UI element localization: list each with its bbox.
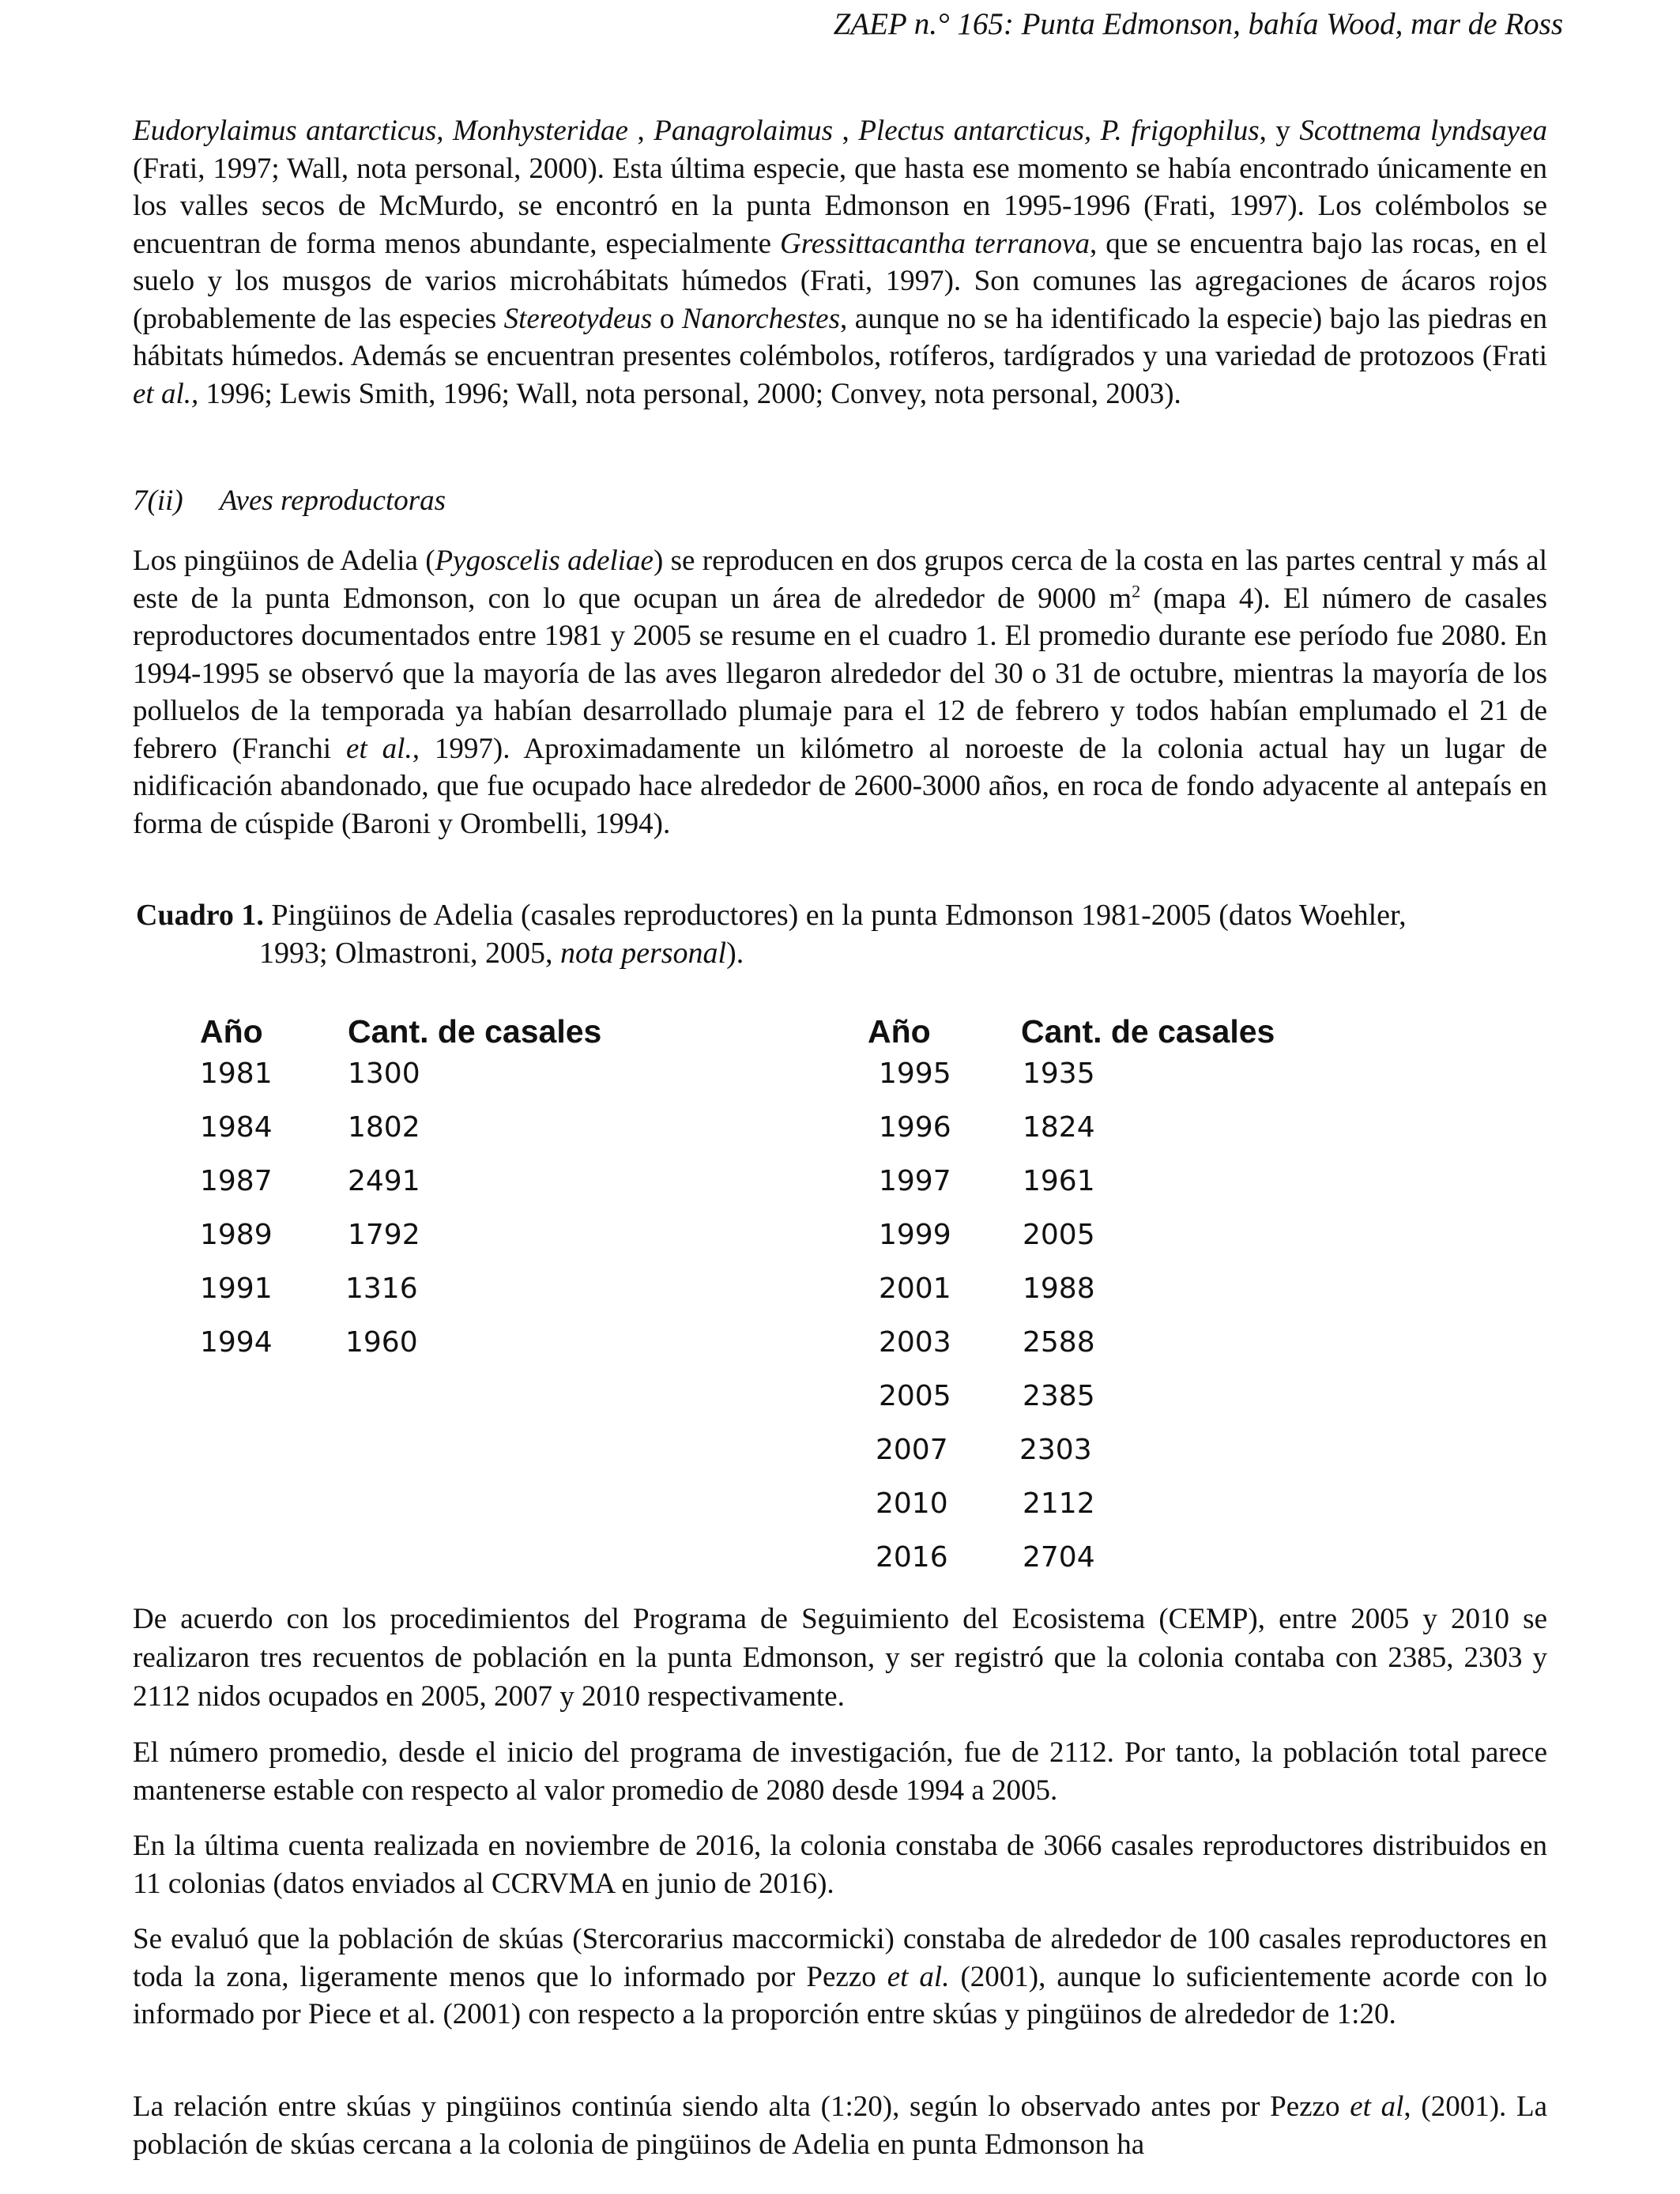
paragraph-cemp bbox=[133, 1600, 1547, 1716]
table-cell-pairs: 2303 bbox=[1019, 1434, 1092, 1466]
table-cell-pairs: 2385 bbox=[1023, 1380, 1095, 1412]
section-title: Aves reproductoras bbox=[220, 484, 446, 517]
paragraph-ratio bbox=[133, 2088, 1547, 2163]
text-run: , aunque no se ha identificado la especie) bajo las piedras en hábitats húmedos. Además se encuentran presentes colémbolos, rotíferos, tardígrados y una variedad de protozoos (Frati bbox=[133, 302, 1548, 372]
table-cell-year: 1994 bbox=[200, 1326, 273, 1359]
table-cell-pairs: 2704 bbox=[1023, 1541, 1095, 1574]
header-pairs-left: Cant. de casales bbox=[348, 1013, 602, 1050]
table-cell-year: 1981 bbox=[200, 1057, 273, 1090]
text-run: 1997). Aproximadamente un kilómetro al noroeste de la colonia actual hay un lugar de nidificación abandonado, que fue ocupado hace alrededor de 2600-3000 años, en roca de fondo adyacente al antepaís en forma de cúspide (Baroni y Orombelli, 1994). bbox=[133, 732, 1548, 840]
text-run: , (2001). La población de skúas cercana a la colonia de pingüinos de Adelia en punta Edmonson ha bbox=[133, 2090, 1548, 2161]
paragraph-text: El número promedio, desde el inicio del programa de investigación, fue de 2112. Por tanto, la población total parece mantenerse estable con respecto al valor promedio de 2080 desde 1994 a 2005. bbox=[133, 1736, 1547, 1807]
paragraph-nematodes bbox=[133, 112, 1547, 413]
species-name: Plectus antarcticus, P. frigophilus bbox=[858, 115, 1260, 147]
table-cell-year: 2001 bbox=[879, 1272, 951, 1305]
species-name: Panagrolaimus bbox=[654, 115, 834, 147]
text-run: 1996; Lewis Smith, 1996; Wall, nota personal, 2000; Convey, nota personal, 2003). bbox=[198, 377, 1181, 410]
text-run: ). bbox=[726, 937, 744, 970]
text-run: Se evaluó que la población de skúas (Stercorarius maccormicki) constaba de alrededor de 100 casales reproductores en toda la zona, ligeramente menos que lo informado por Pezzo bbox=[133, 1923, 1547, 1993]
species-name: Scottnema lyndsayea bbox=[1299, 115, 1547, 147]
paragraph-text: En la última cuenta realizada en noviembre de 2016, la colonia constaba de 3066 casales reproductores distribuidos en 11 colonias (datos enviados al CCRVMA en junio de 2016). bbox=[133, 1830, 1547, 1900]
table-cell-pairs: 1960 bbox=[345, 1326, 418, 1359]
table-cell-year: 1996 bbox=[879, 1111, 951, 1144]
caption-line-2 bbox=[136, 934, 1550, 972]
table-cell-pairs: 1792 bbox=[348, 1219, 420, 1251]
paragraph-last-count bbox=[133, 1827, 1547, 1902]
text-run: ) se reproducen en dos grupos cerca de la costa en las partes central y más al este de la punta Edmonson, con lo que ocupan un área de alrededor de 9000 m bbox=[133, 545, 1547, 615]
header-year-left: Año bbox=[200, 1013, 263, 1050]
text-run: (Frati, 1997; Wall, nota personal, 2000). Esta última especie, que hasta ese momento se había encontrado únicamente en los valles secos de McMurdo, se encontró en la punta Edmonson en 1995-1996 (Frati, 1997). Los colémbolos se encuentran de forma menos abundante, especialmente bbox=[133, 152, 1547, 260]
text-run: Los pingüinos de Adelia ( bbox=[133, 545, 435, 577]
caption-label: Cuadro 1. bbox=[136, 899, 264, 932]
text-run: La relación entre skúas y pingüinos continúa siendo alta (1:20), según lo observado antes por Pezzo bbox=[133, 2090, 1350, 2123]
table-cell-pairs: 2112 bbox=[1023, 1487, 1095, 1520]
caption-line-1: Pingüinos de Adelia (casales reproductores) en la punta Edmonson 1981-2005 (datos Woehler, bbox=[271, 899, 1407, 932]
table-cell-year: 2003 bbox=[879, 1326, 951, 1359]
species-name: Eudorylaimus antarcticus, Monhysteridae bbox=[133, 115, 628, 147]
table-cell-year: 2016 bbox=[876, 1541, 948, 1574]
text-run: 1993; Olmastroni, 2005, bbox=[259, 937, 561, 970]
table-cell-pairs: 2005 bbox=[1023, 1219, 1095, 1251]
paragraph-adelie bbox=[133, 542, 1547, 843]
table-cell-year: 1987 bbox=[200, 1165, 273, 1197]
citation-italic: et al. bbox=[887, 1960, 950, 1993]
citation-italic: et al., bbox=[346, 732, 420, 765]
text-run: , que se encuentra bajo las rocas, en el suelo y los musgos de varios microhábitats húmedos (Frati, 1997). Son comunes las agregaciones de ácaros rojos (probablemente de las especies bbox=[133, 227, 1547, 335]
text-run: (2001), aunque lo suficientemente acorde con lo informado por Piece et al. (2001) con respecto a la proporción entre skúas y pingüinos de alrededor de 1:20. bbox=[133, 1960, 1547, 2030]
superscript: 2 bbox=[1132, 581, 1141, 601]
header-year-right: Año bbox=[868, 1013, 931, 1050]
table-cell-pairs: 1300 bbox=[348, 1057, 420, 1090]
table-cell-pairs: 1316 bbox=[345, 1272, 418, 1305]
table-caption bbox=[136, 896, 1550, 972]
section-heading bbox=[133, 484, 446, 518]
table-cell-year: 1984 bbox=[200, 1111, 273, 1144]
table-cell-year: 1991 bbox=[200, 1272, 273, 1305]
table-cell-pairs: 2491 bbox=[348, 1165, 420, 1197]
species-name: Stereotydeus bbox=[503, 302, 653, 335]
text-run: , bbox=[833, 115, 859, 147]
text-run: o bbox=[652, 302, 682, 335]
table-cell-year: 2005 bbox=[879, 1380, 951, 1412]
table-cell-year: 2007 bbox=[876, 1434, 948, 1466]
paragraph-text: De acuerdo con los procedimientos del Programa de Seguimiento del Ecosistema (CEMP), entre 2005 y 2010 se realizaron tres recuentos de población en la punta Edmonson, y ser registró que la colonia contaba con 2385, 2303 y 2112 nidos ocupados en 2005, 2007 y 2010 respectivamente. bbox=[133, 1603, 1547, 1713]
table-cell-pairs: 1935 bbox=[1023, 1057, 1095, 1090]
table-cell-year: 1999 bbox=[879, 1219, 951, 1251]
running-header: ZAEP n.° 165: Punta Edmonson, bahía Wood, mar de Ross bbox=[833, 7, 1563, 41]
paragraph-skuas bbox=[133, 1921, 1547, 2034]
paragraph-text bbox=[133, 2088, 1547, 2163]
table-cell-year: 1989 bbox=[200, 1219, 273, 1251]
table-cell-pairs: 1988 bbox=[1023, 1272, 1095, 1305]
table-cell-year: 2010 bbox=[876, 1487, 948, 1520]
table-cell-pairs: 1802 bbox=[348, 1111, 420, 1144]
paragraph-text bbox=[133, 112, 1547, 413]
paragraph-text bbox=[133, 542, 1547, 843]
table-cell-pairs: 1961 bbox=[1023, 1165, 1095, 1197]
text-run: , y bbox=[1259, 115, 1300, 147]
citation-italic: et al., bbox=[133, 377, 199, 410]
table-cell-year: 1995 bbox=[879, 1057, 951, 1090]
table-cell-pairs: 2588 bbox=[1023, 1326, 1095, 1359]
text-run: , bbox=[627, 115, 654, 147]
species-name: Pygoscelis adeliae bbox=[435, 545, 654, 577]
text-run: (mapa 4). El número de casales reproductores documentados entre 1981 y 2005 se resume en el cuadro 1. El promedio durante ese período fue 2080. En 1994-1995 se observó que la mayoría de las aves llegaron alrededor del 30 o 31 de octubre, mientras la mayoría de los polluelos de la temporada ya habían desarrollado plumaje para el 12 de febrero y todos habían emplumado el 21 de febrero (Franchi bbox=[133, 582, 1547, 765]
section-number: 7(ii) bbox=[133, 484, 183, 517]
paragraph-average bbox=[133, 1734, 1547, 1809]
header-pairs-right: Cant. de casales bbox=[1021, 1013, 1275, 1050]
species-name: Gressittacantha terranova bbox=[780, 227, 1090, 260]
table-cell-pairs: 1824 bbox=[1023, 1111, 1095, 1144]
species-name: Nanorchestes bbox=[681, 302, 840, 335]
caption-italic: nota personal bbox=[560, 937, 727, 970]
table-cell-year: 1997 bbox=[879, 1165, 951, 1197]
paragraph-text bbox=[133, 1921, 1547, 2034]
citation-italic: et al bbox=[1350, 2090, 1404, 2123]
